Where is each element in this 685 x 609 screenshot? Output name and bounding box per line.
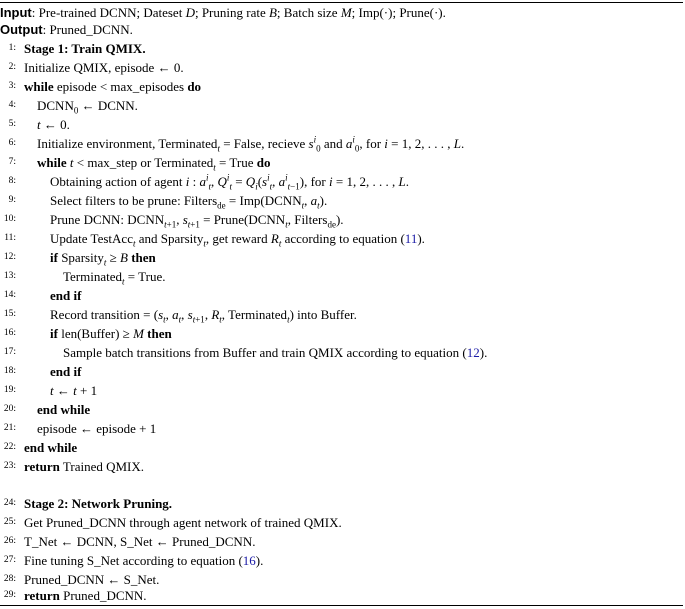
line-number: 13: [3, 271, 16, 281]
line-number: 1: [8, 43, 16, 53]
line-text: end while [37, 402, 91, 417]
line-text: Terminated$_t$ = True. [63, 269, 166, 287]
line-number: 26: [3, 536, 16, 546]
line-text: Stage 2: Network Pruning. [24, 496, 173, 511]
line-number: 23: [3, 461, 16, 471]
output-label: Output [0, 22, 43, 37]
line-number: 19: [3, 385, 16, 395]
line-number: 5: [8, 119, 16, 129]
line-number: 8: [8, 176, 16, 186]
line-text: Update TestAcc$_t$ and Sparsity$_t$, get reward $R_t$ according to equation (11). [50, 231, 425, 249]
line-text: return Trained QMIX. [24, 459, 145, 474]
top-rule [0, 2, 683, 3]
line-text: if len(Buffer) ≥ M then [50, 326, 172, 341]
line-number: 4: [8, 100, 16, 110]
input-line [0, 5, 446, 21]
line-text: Pruned_DCNN ← S_Net. [24, 572, 160, 587]
line-number: 7: [8, 157, 16, 167]
line-text: Record transition = ($s_t$, $a_t$, $s_{t+1}$, $R_t$, Terminated$_t$) into Buffer. [50, 307, 357, 325]
line-text: Get Pruned_DCNN through agent network of trained QMIX. [24, 515, 342, 530]
line-number: 20: [3, 404, 16, 414]
input-text: : Pre-trained DCNN; Dateset D; Pruning rate B; Batch size M; Imp(·); Prune(·). [31, 5, 446, 20]
line-text: T_Net ← DCNN, S_Net ← Pruned_DCNN. [24, 534, 256, 549]
line-number: 24: [3, 498, 16, 508]
line-text: t ← t + 1 [50, 383, 98, 398]
line-text: end if [50, 364, 82, 379]
line-number: 17: [3, 347, 16, 357]
line-text: while episode < max_episodes do [24, 79, 202, 94]
input-label: Input [0, 5, 32, 20]
equation-link-12[interactable]: 12 [466, 345, 480, 360]
line-text: Initialize QMIX, episode ← 0. [24, 60, 184, 75]
line-number: 15: [3, 309, 16, 319]
line-number: 12: [3, 252, 16, 262]
line-number: 18: [3, 366, 16, 376]
line-text: episode ← episode + 1 [37, 421, 157, 436]
line-text: Obtaining action of agent i : $a^i_t$, $Q^i_t = Q_i(s^i_t$, $a^i_{t-1}$), for i = 1, 2, . . . , L. [50, 172, 409, 192]
line-text: while t < max_step or Terminated$_t$ = True do [37, 155, 271, 173]
line-number: 2: [8, 62, 16, 72]
line-text: return Pruned_DCNN. [24, 588, 147, 603]
line-text: t ← 0. [37, 117, 70, 132]
line-number: 6: [8, 138, 16, 148]
line-text: Stage 1: Train QMIX. [24, 41, 146, 56]
line-text: Initialize environment, Terminated$_t$ = False, recieve $s^i_0$ and $a^i_0$, for i = 1, 2, . . . , L. [37, 134, 465, 154]
equation-link-11[interactable]: 11 [404, 231, 418, 246]
output-text: : Pruned_DCNN. [42, 22, 133, 37]
line-number: 27: [3, 555, 16, 565]
line-text: Fine tuning S_Net according to equation (16). [24, 553, 264, 568]
bottom-rule [0, 605, 683, 606]
line-number: 10: [3, 214, 16, 224]
line-text: end if [50, 288, 82, 303]
line-number: 11: [4, 233, 16, 243]
line-number: 25: [3, 517, 16, 527]
line-number: 21: [3, 423, 16, 433]
line-text: Prune DCNN: $DCNN_{t+1}$, $s_{t+1}$ = $Prune(DCNN_t$, Filters$_{de}$). [50, 212, 344, 230]
line-text: if Sparsity$_t$ ≥ B then [50, 250, 156, 268]
line-text: Select filters to be prune: Filters$_{de}$ = $Imp(DCNN_t$, $a_t$). [50, 193, 328, 211]
line-number: 29: [3, 590, 16, 600]
line-number: 3: [8, 81, 16, 91]
line-text: $DCNN_0$ ← DCNN. [37, 98, 138, 116]
line-number: 28: [3, 574, 16, 584]
line-text: end while [24, 440, 78, 455]
line-number: 22: [3, 442, 16, 452]
line-number: 16: [3, 328, 16, 338]
equation-link-16[interactable]: 16 [242, 553, 256, 568]
line-number: 14: [3, 290, 16, 300]
line-text: Sample batch transitions from Buffer and train QMIX according to equation (12). [63, 345, 488, 360]
line-number: 9: [8, 195, 16, 205]
output-line [0, 22, 133, 38]
